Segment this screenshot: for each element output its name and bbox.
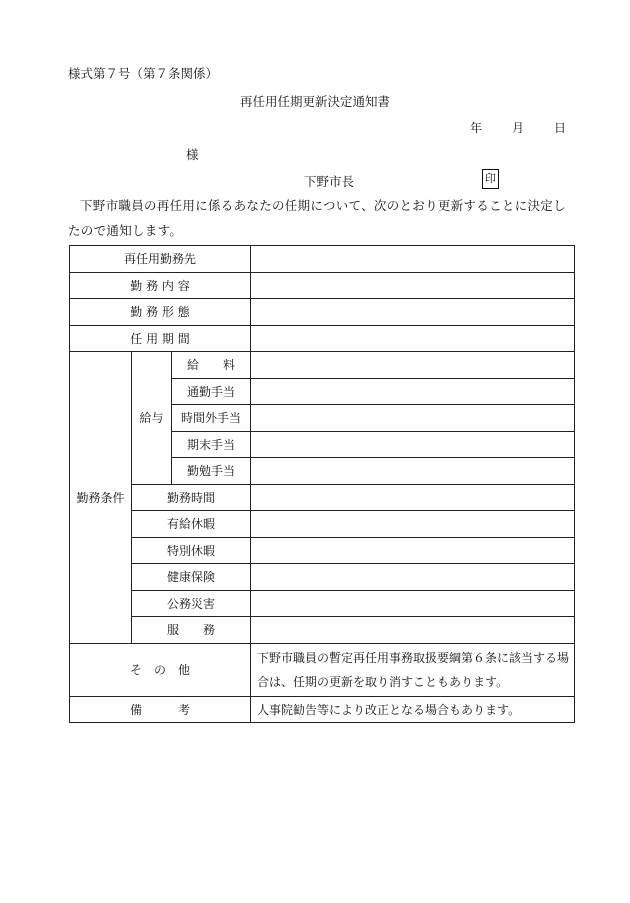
table-row [70, 325, 575, 352]
row-value [251, 617, 575, 644]
issuer-name: 下野市長 [304, 174, 355, 189]
salary-item: 通勤手当 [172, 378, 251, 405]
row-value [251, 511, 575, 538]
row-value [251, 537, 575, 564]
table-row [70, 272, 575, 299]
table-row [70, 696, 575, 723]
table-row [70, 537, 575, 564]
salary-item: 給 料 [172, 352, 251, 379]
row-value [251, 299, 575, 326]
table-row [70, 299, 575, 326]
seal-mark: 印 [482, 169, 499, 189]
condition-item: 特別休暇 [132, 537, 251, 564]
row-value [251, 378, 575, 405]
condition-item: 健康保険 [132, 564, 251, 591]
table-row [70, 617, 575, 644]
date-line [470, 122, 566, 134]
document-title: 再任用任期更新決定通知書 [239, 94, 390, 109]
row-value [251, 272, 575, 299]
condition-item: 公務災害 [132, 590, 251, 617]
table-row [70, 246, 575, 273]
remarks-label: 備 考 [70, 696, 251, 723]
salary-item: 勤勉手当 [172, 458, 251, 485]
form-number: 様式第７号（第７条関係） [68, 66, 219, 81]
addressee-suffix: 様 [186, 147, 199, 162]
table-row [70, 643, 575, 696]
row-value [251, 458, 575, 485]
renewal-details-table [69, 245, 575, 723]
row-value [251, 431, 575, 458]
row-label: 任 用 期 間 [70, 325, 251, 352]
row-value [251, 590, 575, 617]
table-row [70, 352, 575, 379]
other-value: 下野市職員の暫定再任用事務取扱要綱第６条に該当する場合は、任期の更新を取り消すこともあります。 [251, 643, 575, 696]
row-value [251, 325, 575, 352]
date-month: 月 [511, 121, 524, 135]
row-value [251, 405, 575, 432]
row-label: 再任用勤務先 [70, 246, 251, 273]
remarks-value: 人事院勧告等により改正となる場合もあります。 [251, 696, 575, 723]
row-value [251, 564, 575, 591]
salary-label: 給与 [132, 352, 172, 485]
table-row [70, 564, 575, 591]
row-label: 勤 務 形 態 [70, 299, 251, 326]
row-label: 勤 務 内 容 [70, 272, 251, 299]
notice-body-text: 下野市職員の再任用に係るあなたの任期について、次のとおり更新することに決定したので通知します。 [68, 198, 566, 238]
condition-item: 有給休暇 [132, 511, 251, 538]
condition-item: 服 務 [132, 617, 251, 644]
work-conditions-label: 勤務条件 [70, 352, 132, 644]
row-value [251, 246, 575, 273]
salary-item: 期末手当 [172, 431, 251, 458]
salary-item: 時間外手当 [172, 405, 251, 432]
condition-item: 勤務時間 [132, 484, 251, 511]
date-day: 日 [553, 121, 566, 135]
row-value [251, 352, 575, 379]
date-year: 年 [469, 121, 482, 135]
table-row [70, 511, 575, 538]
table-row [70, 484, 575, 511]
table-row [70, 590, 575, 617]
row-value [251, 484, 575, 511]
other-label: そ の 他 [70, 643, 251, 696]
